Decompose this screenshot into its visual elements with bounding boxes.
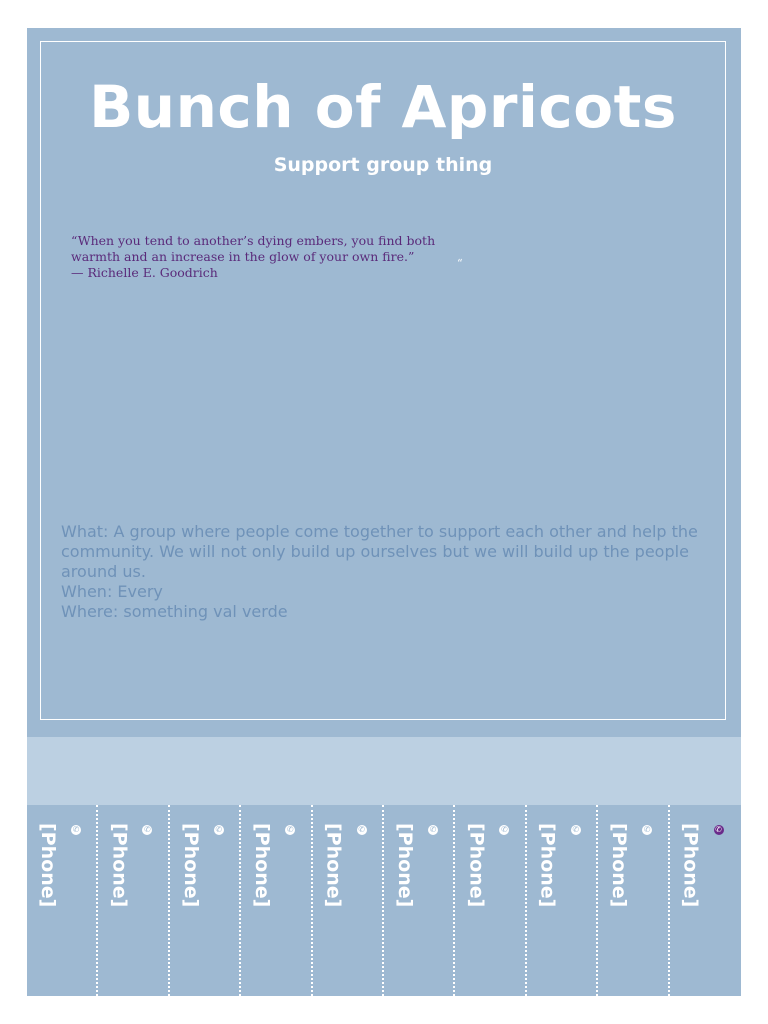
flyer-subtitle: Support group thing — [273, 154, 493, 176]
phone-icon: ✆ — [358, 825, 365, 834]
phone-icon: ✆ — [429, 825, 437, 834]
tear-off-tab[interactable] — [384, 805, 455, 996]
tab-phone-label: [Phone] — [108, 823, 131, 908]
quote-block — [71, 233, 441, 281]
tear-off-tab[interactable] — [455, 805, 526, 996]
tab-phone-label: [Phone] — [251, 823, 274, 908]
phone-icon: ✆ — [643, 825, 651, 834]
tear-off-tab[interactable] — [527, 805, 598, 996]
tear-off-tab[interactable] — [98, 805, 169, 996]
tear-off-tab[interactable] — [170, 805, 241, 996]
divider-band — [27, 737, 741, 805]
tab-phone-label: [Phone] — [393, 823, 416, 908]
info-where: Where: something val verde — [61, 602, 288, 621]
info-block — [61, 522, 711, 622]
phone-icon: ✆ — [72, 825, 80, 834]
quote-author: — Richelle E. Goodrich — [71, 265, 218, 280]
info-when: When: Every — [61, 582, 163, 601]
phone-icon: ✆ — [144, 825, 151, 834]
quote-line: “When you tend to another’s dying embers, you find both — [71, 233, 436, 248]
quote-mark: “ — [457, 257, 463, 270]
phone-icon: ✆ — [215, 825, 223, 834]
flyer — [27, 28, 741, 996]
tab-phone-label: [Phone] — [536, 823, 559, 908]
phone-icon: ✆ — [286, 825, 294, 834]
tab-phone-label: [Phone] — [679, 823, 702, 908]
tear-off-tab[interactable] — [598, 805, 669, 996]
tab-phone-label: [Phone] — [37, 823, 59, 908]
phone-icon: ✆ — [572, 825, 580, 834]
phone-icon: ✆ — [500, 825, 508, 834]
quote-line: warmth and an increase in the glow of your own fire.” — [71, 249, 415, 264]
tab-phone-label: [Phone] — [608, 823, 631, 908]
main-panel — [40, 41, 726, 720]
tab-phone-label: [Phone] — [322, 823, 345, 908]
tear-off-tab[interactable] — [27, 805, 98, 996]
tear-off-tab[interactable] — [313, 805, 384, 996]
tab-phone-label: [Phone] — [465, 823, 488, 908]
tear-off-tab[interactable] — [241, 805, 312, 996]
flyer-title: Bunch of Apricots — [89, 73, 677, 141]
tear-off-tab[interactable] — [670, 805, 741, 996]
info-what: What: A group where people come together to support each other and help the community. We will not only build up ourselves but we will build up the people around us. — [61, 522, 698, 581]
phone-icon: ✆ — [715, 825, 722, 834]
tab-phone-label: [Phone] — [179, 823, 202, 908]
tear-off-tabs — [27, 805, 741, 996]
